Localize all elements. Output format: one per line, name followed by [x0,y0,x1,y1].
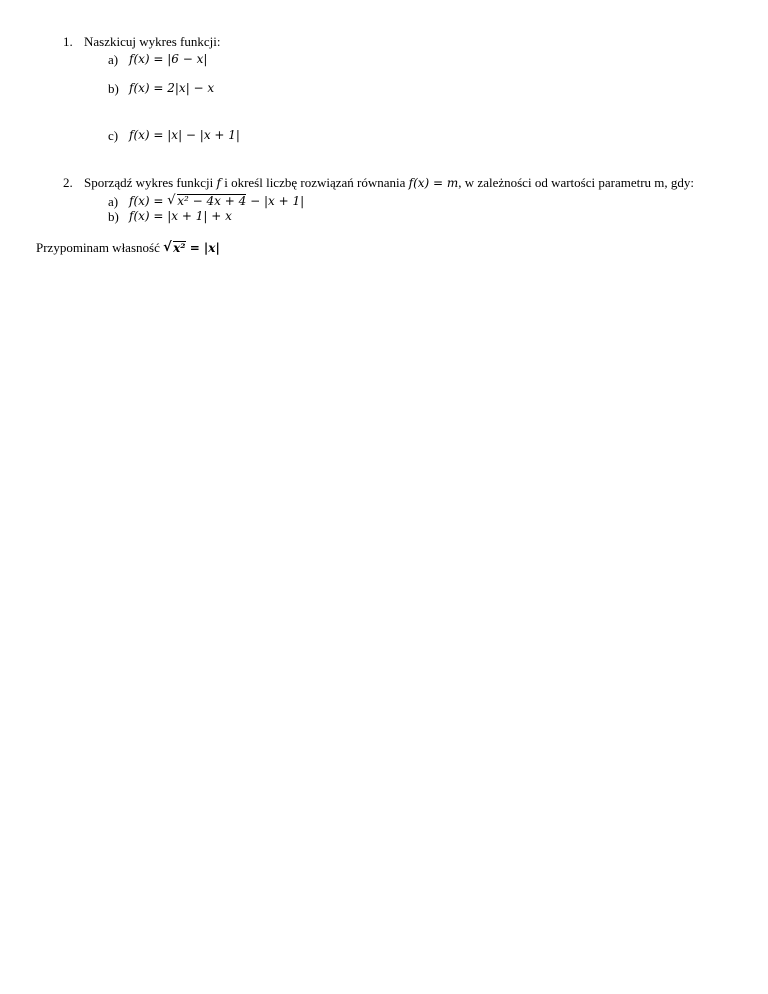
reminder-line [36,240,220,256]
task2-instruction-mid: i określ liczbę rozwiązań równania [224,175,406,190]
task2-instruction-end: , w zależności od wartości parametru m, gdy: [458,175,695,190]
task1-number: 1. [63,34,73,49]
task2-f-symbol: f [216,176,221,190]
task2-instruction [84,175,694,191]
reminder-formula [163,241,220,255]
square-root-symbol [167,194,246,208]
task1-instruction: Naszkicuj wykres funkcji: [84,34,221,49]
task1-item-b-formula: f(x) = 2|x| − x [129,81,215,95]
task2-item-a-prefix: f(x) = [129,194,164,208]
task2-item-b-formula: f(x) = |x + 1| + x [129,209,232,223]
task1-item-b-label: b) [108,81,119,96]
reminder-suffix: = |x| [189,241,220,255]
task2-number: 2. [63,175,73,190]
task1-item-c-label: c) [108,128,119,143]
task2-item-b-label: b) [108,209,119,224]
square-root-symbol [163,241,185,255]
reminder-text: Przypominam własność [36,240,160,255]
task1-item-a-label: a) [108,52,119,67]
task2-item-a-formula [129,194,304,208]
task2-item-a-suffix: − |x + 1| [250,194,305,208]
task2-item-a-radicand: x² − 4x + 4 [177,194,247,208]
reminder-radicand: x² [173,241,186,255]
task2-equation: f(x) = m [408,176,459,190]
task1-item-c-formula: f(x) = |x| − |x + 1| [129,128,240,142]
task1-item-a-formula: f(x) = |6 − x| [129,52,208,66]
task2-item-a-label: a) [108,194,119,209]
task2-instruction-start: Sporządź wykres funkcji [84,175,214,190]
